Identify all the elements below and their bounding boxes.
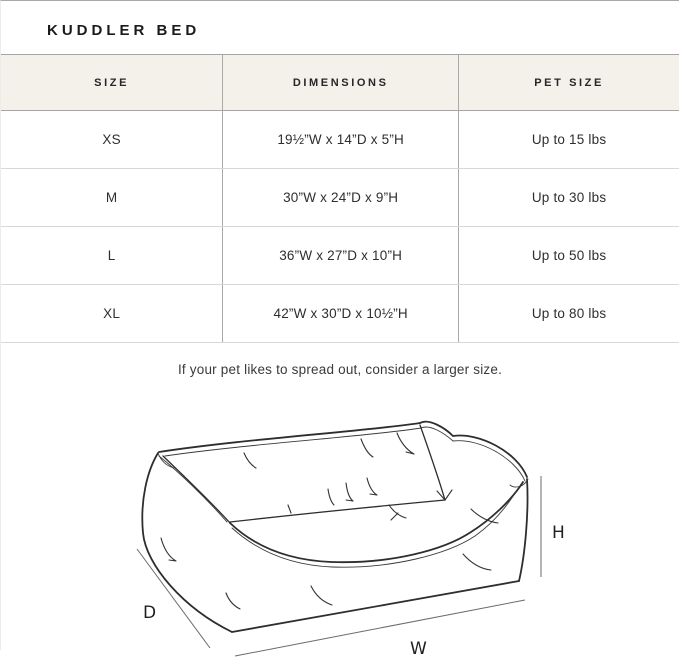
table-row (1, 285, 679, 343)
column-header-pet-size: PET SIZE (459, 55, 679, 111)
depth-dimension-line (137, 549, 210, 648)
table-header-row (1, 55, 679, 111)
cell-dimensions: 19½”W x 14”D x 5”H (223, 111, 459, 169)
cell-pet-size: Up to 30 lbs (459, 169, 679, 227)
cell-size: XS (1, 111, 223, 169)
depth-label: D (143, 603, 157, 623)
sizing-note: If your pet likes to spread out, consider a larger size. (177, 362, 503, 377)
size-chart-page (1, 1, 679, 659)
cell-dimensions: 36”W x 27”D x 10”H (223, 227, 459, 285)
page-title: KUDDLER BED (47, 22, 201, 39)
cell-dimensions: 42”W x 30”D x 10½”H (223, 285, 459, 343)
width-label: W (410, 639, 427, 659)
cell-pet-size: Up to 50 lbs (459, 227, 679, 285)
cell-size: M (1, 169, 223, 227)
column-header-dimensions: DIMENSIONS (223, 55, 459, 111)
table-row (1, 111, 679, 169)
bed-wrinkles (161, 433, 498, 609)
cell-dimensions: 30”W x 24”D x 9”H (223, 169, 459, 227)
bed-illustration (1, 394, 679, 659)
size-table (1, 54, 679, 343)
cell-pet-size: Up to 15 lbs (459, 111, 679, 169)
column-header-size: SIZE (1, 55, 223, 111)
height-label: H (552, 523, 565, 543)
table-row (1, 227, 679, 285)
table-row (1, 169, 679, 227)
dimension-lines (137, 476, 541, 656)
cell-size: XL (1, 285, 223, 343)
bed-diagram (1, 394, 679, 659)
width-dimension-line (235, 600, 525, 656)
cell-size: L (1, 227, 223, 285)
bed-outline (142, 422, 528, 632)
cell-pet-size: Up to 80 lbs (459, 285, 679, 343)
